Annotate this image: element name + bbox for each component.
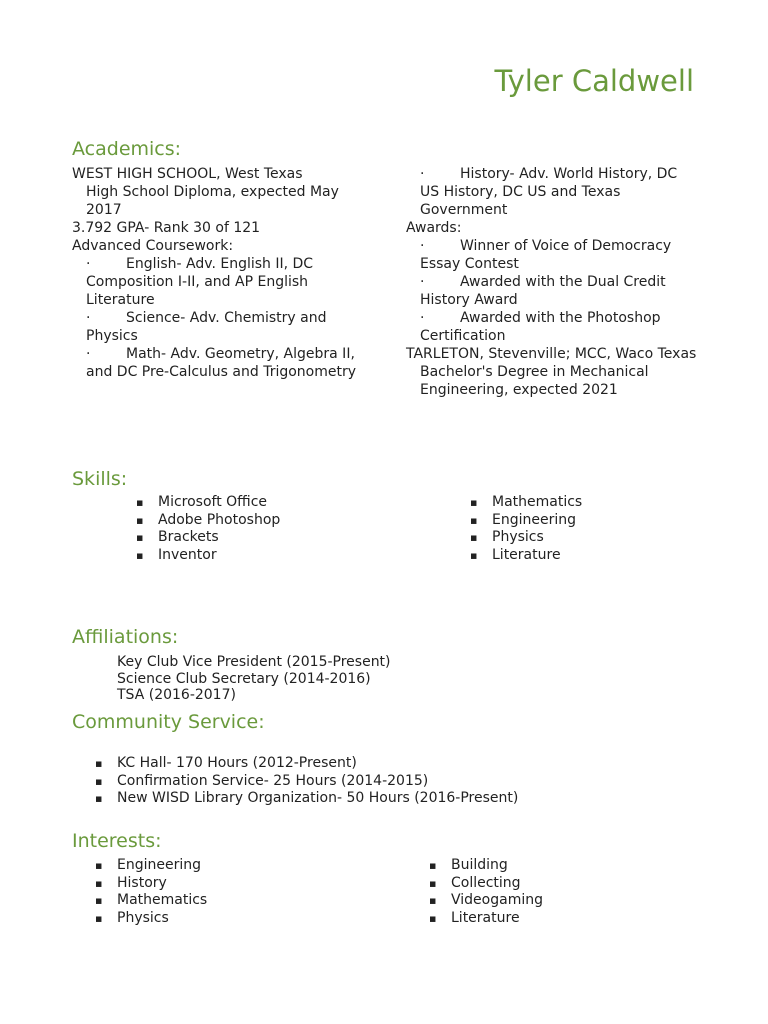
interests-list-right [429,857,543,928]
coursework-text: History- Adv. World History, DC [460,166,678,182]
coursework-continuation: Government [420,202,508,218]
interest-item: ▪ Literature [429,910,543,928]
coursework-continuation: and DC Pre-Calculus and Trigonometry [86,364,357,380]
award-text: Winner of Voice of Democracy [460,238,672,254]
degree-line: Engineering, expected 2021 [420,382,618,398]
skill-item: ▪ Physics [470,529,582,547]
coursework-text: Math- Adv. Geometry, Algebra II, [126,346,355,362]
bullet-dot: · [420,274,425,290]
award-continuation: History Award [420,292,518,308]
affiliation-item: Science Club Secretary (2014-2016) [117,670,371,687]
affiliations-list [117,654,391,704]
skills-list-left [136,494,280,565]
award-continuation: Certification [420,328,506,344]
coursework-label: Advanced Coursework: [72,238,234,254]
bullet-dot: · [86,256,91,272]
service-item: ▪ New WISD Library Organization- 50 Hours (2016-Present) [95,790,518,808]
skill-item: ▪ Microsoft Office [136,494,280,512]
interest-item: ▪ Mathematics [95,892,207,910]
award-item [406,273,696,291]
bullet-dot: · [86,346,91,362]
bullet-dot: · [420,238,425,254]
resume-name: Tyler Caldwell [494,64,694,98]
interest-item: ▪ Physics [95,910,207,928]
academics-heading: Academics: [72,138,182,160]
award-text: Awarded with the Photoshop [460,310,661,326]
award-item [406,237,696,255]
coursework-item [406,165,696,183]
college-name: TARLETON, Stevenville; MCC, Waco Texas [406,346,697,362]
coursework-continuation: Composition I-II, and AP English [86,274,309,290]
coursework-text: Science- Adv. Chemistry and [126,310,327,326]
interest-item: ▪ History [95,875,207,893]
skills-list-right [470,494,582,565]
interest-item: ▪ Collecting [429,875,543,893]
interests-heading: Interests: [72,830,162,852]
affiliation-item: Key Club Vice President (2015-Present) [117,654,391,670]
skill-item: ▪ Engineering [470,512,582,530]
interest-item: ▪ Videogaming [429,892,543,910]
school-name: WEST HIGH SCHOOL, West Texas [72,166,303,182]
award-item [406,309,696,327]
community-service-list [95,755,518,808]
skill-item: ▪ Brackets [136,529,280,547]
bullet-dot: · [420,166,425,182]
interest-item: ▪ Building [429,857,543,875]
skill-item: ▪ Inventor [136,547,280,565]
award-text: Awarded with the Dual Credit [460,274,666,290]
affiliations-heading: Affiliations: [72,626,179,648]
degree-line: Bachelor's Degree in Mechanical [420,364,649,380]
skill-item: ▪ Literature [470,547,582,565]
academics-left-column [72,165,356,381]
diploma-line: High School Diploma, expected May [86,184,339,200]
bullet-dot: · [420,310,425,326]
diploma-year: 2017 [86,202,122,218]
skills-heading: Skills: [72,468,128,490]
community-service-heading: Community Service: [72,711,265,733]
coursework-item [72,255,356,273]
coursework-item [72,309,356,327]
affiliation-item: TSA (2016-2017) [117,687,236,704]
coursework-item [72,345,356,363]
awards-label: Awards: [406,220,462,236]
service-item: ▪ Confirmation Service- 25 Hours (2014-2015) [95,773,518,791]
skill-item: ▪ Mathematics [470,494,582,512]
award-continuation: Essay Contest [420,256,519,272]
skill-item: ▪ Adobe Photoshop [136,512,280,530]
coursework-continuation: Physics [86,328,138,344]
interest-item: ▪ Engineering [95,857,207,875]
service-item: ▪ KC Hall- 170 Hours (2012-Present) [95,755,518,773]
academics-right-column [406,165,696,399]
gpa-line: 3.792 GPA- Rank 30 of 121 [72,220,261,236]
coursework-continuation: Literature [86,292,155,308]
coursework-continuation: US History, DC US and Texas [420,184,621,200]
interests-list-left [95,857,207,928]
bullet-dot: · [86,310,91,326]
coursework-text: English- Adv. English II, DC [126,256,314,272]
